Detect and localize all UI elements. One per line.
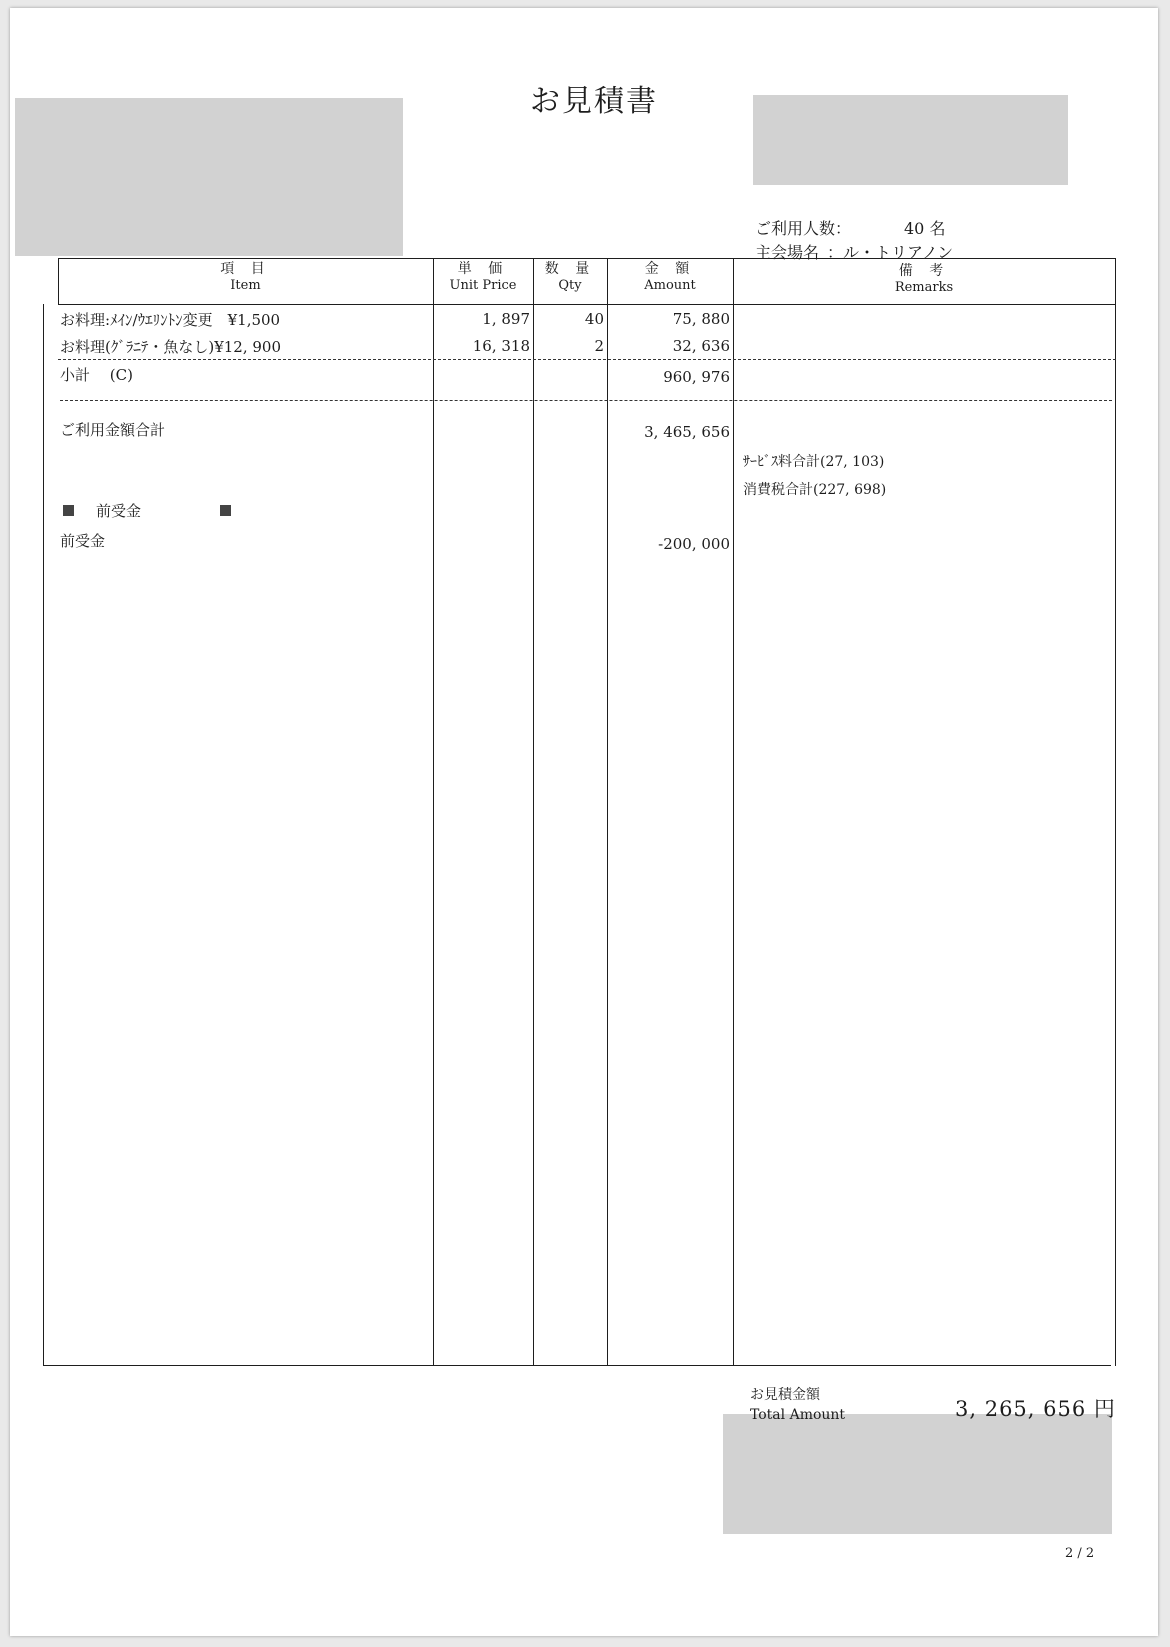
- deposit-amount: -200, 000: [658, 535, 730, 553]
- redacted-block-top-right: [753, 95, 1068, 185]
- table-left-border-body: [43, 304, 44, 1366]
- table-right-border: [1115, 258, 1116, 1366]
- table-top-border: [58, 258, 1116, 259]
- header-qty: [533, 260, 607, 295]
- header-unit-price-jp: 単 価: [457, 261, 509, 277]
- row-2-qty: 2: [594, 337, 604, 355]
- row-1-amount: 75, 880: [672, 310, 730, 328]
- section-marker-left: [63, 505, 74, 516]
- header-qty-jp: 数 量: [544, 261, 596, 277]
- row-1-qty: 40: [584, 310, 604, 328]
- venue-label: 主会場名: [755, 243, 820, 262]
- col-divider-remarks: [733, 258, 734, 1366]
- header-amount-jp: 金 額: [644, 261, 696, 277]
- header-bottom-border: [58, 304, 1116, 305]
- table-bottom-border: [43, 1365, 1111, 1366]
- subtotal-separator: [58, 359, 1116, 360]
- row-1-unit-price: 1, 897: [482, 310, 530, 328]
- venue-value: ：ル・トリアノン: [827, 243, 954, 262]
- deposit-label: 前受金: [60, 532, 106, 550]
- row-2-amount: 32, 636: [672, 337, 730, 355]
- row-1-item: お料理:ﾒｲﾝ/ｳｴﾘﾝﾄﾝ変更 ¥1,500: [60, 311, 281, 329]
- document-title: お見積書: [530, 84, 658, 119]
- row-2-unit-price: 16, 318: [472, 337, 530, 355]
- remark-consumption-tax: 消費税合計(227, 698): [743, 482, 887, 498]
- redacted-block-top-left: [15, 98, 403, 256]
- header-item-jp: 項 目: [220, 261, 271, 277]
- subtotal-label: 小計 (C): [60, 366, 133, 384]
- estimate-page: [10, 8, 1158, 1636]
- grand-total-label: ご利用金額合計: [60, 421, 166, 439]
- header-item: [58, 260, 433, 295]
- subtotal-amount: 960, 976: [663, 368, 730, 386]
- header-amount-en: Amount: [644, 278, 696, 294]
- header-unit-price-en: Unit Price: [449, 278, 517, 294]
- total-amount: 3, 265, 656 円: [955, 1397, 1116, 1421]
- remark-service-charge: ｻｰﾋﾞｽ料合計(27, 103): [743, 454, 885, 470]
- col-divider-qty: [533, 258, 534, 1366]
- total-label-jp: お見積金額: [750, 1387, 820, 1403]
- header-unit-price: [433, 260, 533, 295]
- grand-total-amount: 3, 465, 656: [644, 423, 730, 441]
- redacted-block-bottom-right: [723, 1414, 1112, 1534]
- deposit-section-title: 前受金: [96, 502, 142, 520]
- guests-value: 40 名: [904, 219, 946, 238]
- col-divider-unit-price: [433, 258, 434, 1366]
- header-remarks: [733, 262, 1115, 297]
- total-label-en: Total Amount: [750, 1407, 846, 1424]
- total-label: [750, 1385, 845, 1426]
- header-item-en: Item: [230, 278, 261, 294]
- header-remarks-jp: 備 考: [898, 263, 950, 279]
- section-separator: [60, 400, 1112, 401]
- row-2-item: お料理(ｸﾞﾗﾆﾃ・魚なし)¥12, 900: [60, 338, 282, 356]
- header-qty-en: Qty: [558, 278, 582, 294]
- page-number: 2 / 2: [1065, 1546, 1095, 1561]
- header-remarks-en: Remarks: [894, 280, 954, 296]
- guests-label: ご利用人数：: [755, 219, 852, 238]
- section-marker-right: [220, 505, 231, 516]
- header-amount: [607, 260, 733, 295]
